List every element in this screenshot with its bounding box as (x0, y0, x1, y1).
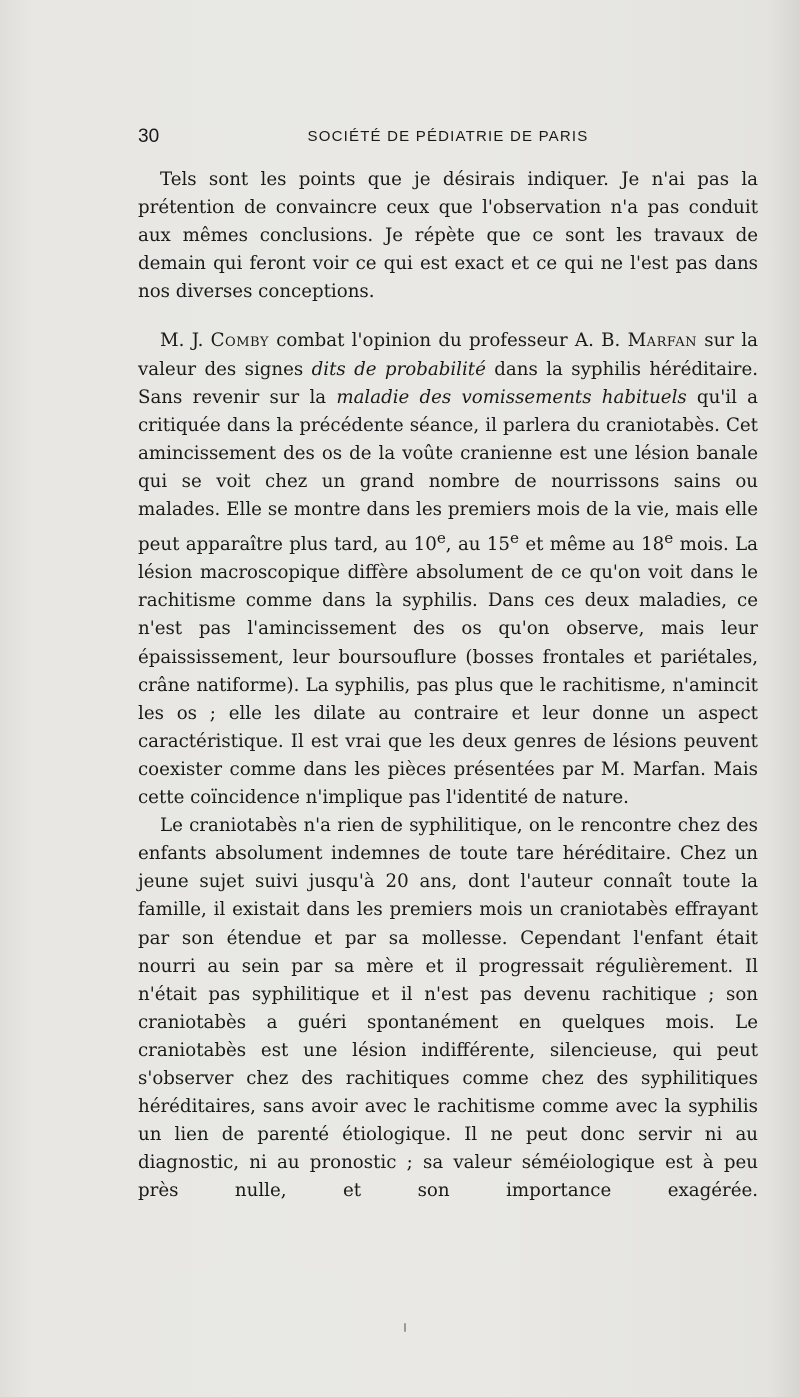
paragraph-conclusion: Tels sont les points que je désirais indiquer. Je n'ai pas la prétention de convaincre ceux que l'observation n'a pas conduit aux mêmes conclusions. Je répète que ce sont les travaux de demain qui feront voir ce qui est exact et ce qui ne l'est pas dans nos diverses conceptions. (138, 169, 758, 303)
page-header (138, 126, 758, 154)
paper-speck (404, 1323, 406, 1332)
paragraph-comby-remarks (138, 327, 758, 812)
text-run: , au 15 (445, 534, 511, 556)
ordinal-suffix: e (436, 529, 446, 548)
text-run: sur la valeur des signes (138, 330, 758, 380)
text-run: qu'il a critiquée dans la précédente séance, il parlera du craniotabès. Cet amincissement des os de la voûte cranienne est une lésion banale qui se voit chez un grand nombre de nourrissons sains ou malades. Elle se montre dans les premiers mois de la vie, mais elle peut apparaître plus tard, au 10 (138, 386, 758, 556)
paragraph-craniotabes: Le craniotabès n'a rien de syphilitique, on le rencontre chez des enfants absolument indemnes de toute tare héréditaire. Chez un jeune sujet suivi jusqu'à 20 ans, dont l'auteur connaît toute la famille, il existait dans les premiers mois un craniotabès effrayant par son étendue et par sa mollesse. Cependant l'enfant était nourri au sein par sa mère et il progressait régulièrement. Il n'était pas syphilitique et il n'est pas devenu rachitique ; son craniotabès a guéri spontanément en quelques mois. Le craniotabès est une lésion indifférente, silencieuse, qui peut s'observer chez des rachitiques comme chez des syphilitiques héréditaires, sans avoir avec le rachitisme comme avec la syphilis un lien de parenté étiologique. Il ne peut donc servir ni au diagnostic, ni au pronostic ; sa valeur séméiologique est à peu près nulle, et son importance exagérée. (138, 815, 758, 1202)
text-run: dans la syphilis héréditaire. Sans revenir sur la (138, 358, 758, 408)
running-title: SOCIÉTÉ DE PÉDIATRIE DE PARIS (307, 128, 589, 145)
ordinal-suffix: e (664, 529, 674, 548)
text-run: et même au 18 (519, 534, 665, 556)
italic-phrase: dits de probabilité (311, 358, 486, 380)
ordinal-suffix: e (510, 529, 519, 548)
professor-name: Marfan (627, 330, 698, 352)
text-run: combat l'opinion du professeur A. B. (268, 330, 628, 352)
paragraph-gap (138, 306, 758, 327)
page-number: 30 (138, 126, 160, 147)
speaker-name: Comby (210, 330, 269, 352)
italic-phrase: maladie des vomissements habituels (336, 386, 687, 408)
speaker-prefix: M. J. (160, 330, 211, 352)
body-text (138, 166, 758, 1205)
text-run: mois. La lésion macroscopique diffère absolument de ce qu'on voit dans le rachitisme comme dans la syphilis. Dans ces deux maladies, ce n'est pas l'amincissement des os qu'on observe, mais leur épaississement, leur boursouflure (bosses frontales et pariétales, crâne natiforme). La syphilis, pas plus que le rachitisme, n'amincit les os ; elle les dilate au contraire et leur donne un aspect caractéristique. Il est vrai que les deux genres de lésions peuvent coexister comme dans les pièces présentées par M. Marfan. Mais cette coïncidence n'implique pas l'identité de nature. (138, 534, 759, 809)
